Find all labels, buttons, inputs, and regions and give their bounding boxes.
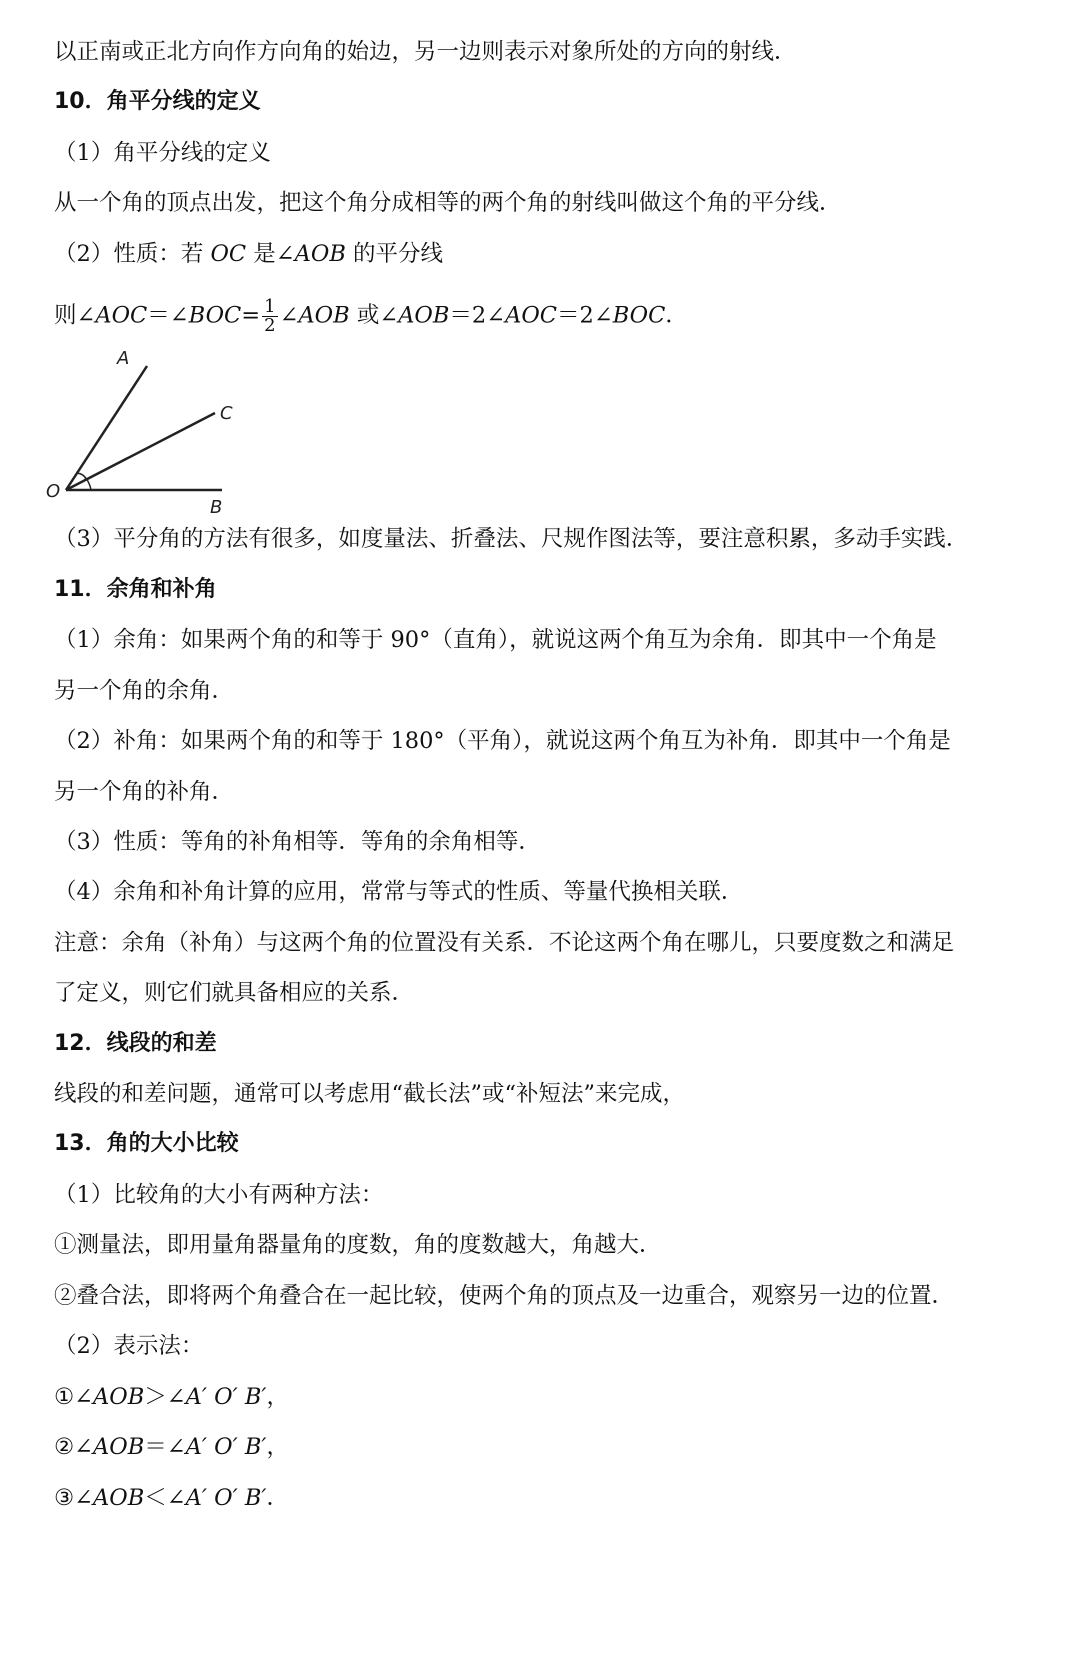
- text-run: =: [241, 302, 261, 329]
- math-symbol: AOB: [398, 302, 450, 329]
- text-run: （2）性质：若: [54, 241, 211, 267]
- math-symbol: AOB: [298, 302, 350, 329]
- text-run: 的平分线: [345, 241, 444, 267]
- section-heading-13: 13．角的大小比较: [54, 1131, 239, 1156]
- text-run: ＝2∠: [449, 302, 506, 329]
- section-heading-11: 11．余角和补角: [54, 577, 217, 602]
- math-symbol: AOC: [505, 302, 558, 329]
- math-symbol: AOB: [294, 241, 346, 267]
- text-line: （1）角平分线的定义: [54, 140, 271, 166]
- math-symbol: BOC: [612, 302, 666, 329]
- property-line: [54, 238, 1040, 270]
- text-line: （4）余角和补角计算的应用，常常与等式的性质、等量代换相关联．: [54, 879, 744, 905]
- text-run: ．: [665, 302, 688, 329]
- text-line: ②叠合法，即将两个角叠合在一起比较，使两个角的顶点及一边重合，观察另一边的位置．: [54, 1283, 955, 1309]
- section-heading-12: 12．线段的和差: [54, 1031, 217, 1056]
- angle-arc: [77, 473, 86, 479]
- angle-bisector-figure: [40, 350, 260, 530]
- math-symbol: A′ O′ B′: [185, 1384, 267, 1410]
- text-run: ．: [266, 1485, 289, 1511]
- fraction: [262, 298, 277, 335]
- text-line: （2）表示法：: [54, 1333, 204, 1359]
- text-run: ②∠: [54, 1434, 94, 1460]
- text-line: 以正南或正北方向作方向角的始边，另一边则表示对象所处的方向的射线．: [54, 39, 797, 65]
- text-run: 则∠: [54, 302, 96, 329]
- text-line: （3）性质：等角的补角相等．等角的余角相等．: [54, 829, 541, 855]
- text-line: 了定义，则它们就具备相应的关系．: [54, 980, 415, 1006]
- math-symbol: BOC: [188, 302, 242, 329]
- text-line: 另一个角的余角．: [54, 678, 235, 704]
- point-label-b: B: [210, 497, 223, 518]
- fraction-numerator: 1: [264, 296, 276, 317]
- comparison-line: [54, 1482, 1040, 1514]
- math-symbol: AOB: [93, 1485, 145, 1511]
- math-symbol: OC: [210, 241, 247, 267]
- text-run: ＝∠: [147, 302, 189, 329]
- text-line: （1）比较角的大小有两种方法：: [54, 1182, 384, 1208]
- math-symbol: A′ O′ B′: [185, 1434, 267, 1460]
- math-symbol: AOB: [93, 1434, 145, 1460]
- text-line: 另一个角的补角．: [54, 779, 235, 805]
- text-line: 注意：余角（补角）与这两个角的位置没有关系．不论这两个角在哪儿，只要度数之和满足: [54, 930, 955, 956]
- text-line: 线段的和差问题，通常可以考虑用“截长法”或“补短法”来完成，: [54, 1081, 686, 1107]
- text-run: 或∠: [349, 302, 399, 329]
- point-label-a: A: [117, 350, 130, 369]
- text-line: （3）平分角的方法有很多，如度量法、折叠法、尺规作图法等，要注意积累，多动手实践．: [54, 526, 969, 552]
- formula-line: [54, 298, 1040, 335]
- angle-arc: [86, 478, 91, 490]
- text-run: ∠: [279, 302, 299, 329]
- text-run: ＜∠: [144, 1485, 186, 1511]
- text-run: ＝2∠: [557, 302, 613, 329]
- text-run: ＞∠: [144, 1384, 186, 1410]
- text-line: 从一个角的顶点出发，把这个角分成相等的两个角的射线叫做这个角的平分线．: [54, 190, 842, 216]
- math-symbol: AOC: [95, 302, 148, 329]
- text-run: ，: [266, 1384, 289, 1410]
- math-symbol: A′ O′ B′: [185, 1485, 267, 1511]
- point-label-o: O: [46, 481, 61, 502]
- text-line: （1）余角：如果两个角的和等于 90°（直角），就说这两个角互为余角．即其中一个角是: [54, 627, 937, 653]
- ray-oc: [66, 413, 215, 490]
- text-line: ①测量法，即用量角器量角的度数，角的度数越大，角越大．: [54, 1232, 662, 1258]
- text-run: ，: [266, 1434, 289, 1460]
- text-line: （2）补角：如果两个角的和等于 180°（平角），就说这两个角互为补角．即其中一个角是: [54, 728, 951, 754]
- point-label-c: C: [220, 403, 233, 424]
- text-run: ③∠: [54, 1485, 94, 1511]
- text-run: 是∠: [246, 241, 295, 267]
- comparison-line: [54, 1381, 1040, 1413]
- ray-oa: [66, 366, 147, 490]
- text-run: ＝∠: [144, 1434, 186, 1460]
- section-heading-10: 10．角平分线的定义: [54, 89, 261, 114]
- text-run: ①∠: [54, 1384, 94, 1410]
- fraction-denominator: 2: [264, 315, 276, 336]
- math-symbol: AOB: [93, 1384, 145, 1410]
- comparison-line: [54, 1431, 1040, 1463]
